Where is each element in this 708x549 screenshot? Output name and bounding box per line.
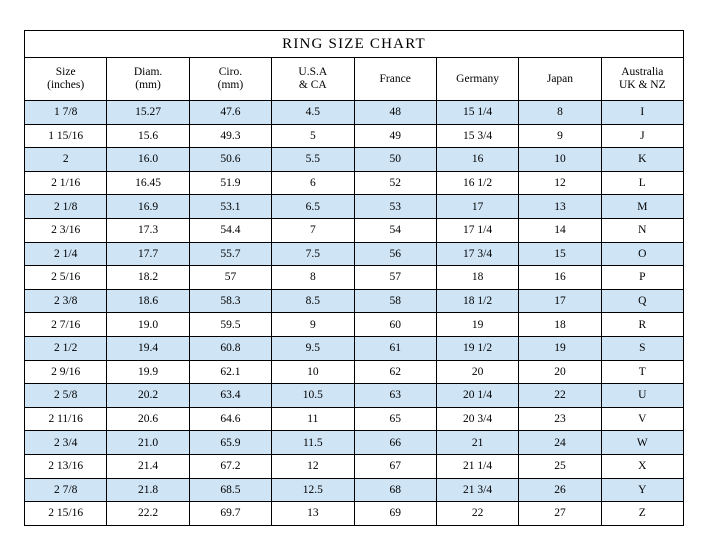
table-cell: 2 1/2 xyxy=(25,336,107,360)
table-cell: 6.5 xyxy=(272,195,354,219)
table-row xyxy=(25,148,684,172)
table-cell: X xyxy=(601,454,683,478)
column-header-line: U.S.A xyxy=(298,66,328,78)
table-cell: 50.6 xyxy=(189,148,271,172)
column-header xyxy=(107,58,189,101)
table-cell: 20 xyxy=(436,360,518,384)
table-cell: 18.6 xyxy=(107,289,189,313)
table-cell: 19.4 xyxy=(107,336,189,360)
column-header xyxy=(25,58,107,101)
table-cell: S xyxy=(601,336,683,360)
table-header-row xyxy=(25,58,684,101)
table-cell: R xyxy=(601,313,683,337)
table-row xyxy=(25,431,684,455)
table-cell: 16 xyxy=(519,266,601,290)
table-cell: 57 xyxy=(189,266,271,290)
table-cell: 21.8 xyxy=(107,478,189,502)
table-cell: 61 xyxy=(354,336,436,360)
table-cell: 54.4 xyxy=(189,218,271,242)
table-cell: 22 xyxy=(436,502,518,526)
table-cell: 69 xyxy=(354,502,436,526)
table-cell: 19 xyxy=(436,313,518,337)
table-row xyxy=(25,407,684,431)
table-cell: 17 3/4 xyxy=(436,242,518,266)
table-cell: 59.5 xyxy=(189,313,271,337)
column-header-line: Size xyxy=(55,66,76,78)
table-cell: 13 xyxy=(272,502,354,526)
table-cell: 22 xyxy=(519,384,601,408)
column-header xyxy=(519,58,601,101)
table-row xyxy=(25,360,684,384)
table-row xyxy=(25,478,684,502)
table-cell: 26 xyxy=(519,478,601,502)
table-cell: 21 3/4 xyxy=(436,478,518,502)
table-cell: 18.2 xyxy=(107,266,189,290)
table-cell: 51.9 xyxy=(189,171,271,195)
table-row xyxy=(25,313,684,337)
column-header xyxy=(436,58,518,101)
table-cell: 18 1/2 xyxy=(436,289,518,313)
table-title-row xyxy=(25,31,684,58)
table-cell: 21.4 xyxy=(107,454,189,478)
table-cell: 11.5 xyxy=(272,431,354,455)
table-cell: L xyxy=(601,171,683,195)
table-cell: 69.7 xyxy=(189,502,271,526)
table-cell: 7.5 xyxy=(272,242,354,266)
table-row xyxy=(25,289,684,313)
table-cell: U xyxy=(601,384,683,408)
table-cell: 18 xyxy=(519,313,601,337)
table-cell: 9.5 xyxy=(272,336,354,360)
table-cell: O xyxy=(601,242,683,266)
table-row xyxy=(25,218,684,242)
table-cell: 19 1/2 xyxy=(436,336,518,360)
table-cell: 2 7/16 xyxy=(25,313,107,337)
table-cell: 12 xyxy=(272,454,354,478)
table-cell: 17 1/4 xyxy=(436,218,518,242)
column-header-line: Japan xyxy=(546,72,574,85)
table-cell: 16.9 xyxy=(107,195,189,219)
table-cell: J xyxy=(601,124,683,148)
table-cell: 52 xyxy=(354,171,436,195)
table-cell: 2 11/16 xyxy=(25,407,107,431)
table-cell: 15 xyxy=(519,242,601,266)
table-cell: 60 xyxy=(354,313,436,337)
table-cell: 13 xyxy=(519,195,601,219)
table-cell: W xyxy=(601,431,683,455)
column-header-line: (inches) xyxy=(47,79,85,91)
table-cell: 10 xyxy=(519,148,601,172)
table-cell: T xyxy=(601,360,683,384)
table-cell: 55.7 xyxy=(189,242,271,266)
table-cell: 19.0 xyxy=(107,313,189,337)
table-cell: 5 xyxy=(272,124,354,148)
table-cell: 66 xyxy=(354,431,436,455)
table-cell: 47.6 xyxy=(189,101,271,125)
table-row xyxy=(25,266,684,290)
table-cell: 5.5 xyxy=(272,148,354,172)
table-cell: Q xyxy=(601,289,683,313)
table-cell: 27 xyxy=(519,502,601,526)
table-cell: 1 7/8 xyxy=(25,101,107,125)
table-cell: 57 xyxy=(354,266,436,290)
table-cell: 68.5 xyxy=(189,478,271,502)
column-header-line: Australia xyxy=(621,66,664,78)
table-cell: 49.3 xyxy=(189,124,271,148)
table-cell: 17 xyxy=(436,195,518,219)
table-cell: 2 15/16 xyxy=(25,502,107,526)
column-header-line: & CA xyxy=(298,79,327,91)
table-cell: 64.6 xyxy=(189,407,271,431)
table-cell: P xyxy=(601,266,683,290)
table-cell: 2 3/16 xyxy=(25,218,107,242)
table-cell: 4.5 xyxy=(272,101,354,125)
table-cell: 25 xyxy=(519,454,601,478)
table-cell: 9 xyxy=(519,124,601,148)
table-cell: 8 xyxy=(519,101,601,125)
table-cell: 22.2 xyxy=(107,502,189,526)
table-cell: 1 15/16 xyxy=(25,124,107,148)
column-header xyxy=(354,58,436,101)
table-cell: 56 xyxy=(354,242,436,266)
table-cell: 65 xyxy=(354,407,436,431)
table-cell: 2 13/16 xyxy=(25,454,107,478)
column-header-line: UK & NZ xyxy=(618,79,666,91)
column-header xyxy=(601,58,683,101)
table-cell: 7 xyxy=(272,218,354,242)
table-cell: 2 3/8 xyxy=(25,289,107,313)
column-header-line: Ciro. xyxy=(218,66,243,78)
table-cell: 63 xyxy=(354,384,436,408)
table-cell: 19 xyxy=(519,336,601,360)
table-cell: 68 xyxy=(354,478,436,502)
table-cell: 58 xyxy=(354,289,436,313)
table-cell: 17.3 xyxy=(107,218,189,242)
table-cell: 20 1/4 xyxy=(436,384,518,408)
table-cell: 2 1/16 xyxy=(25,171,107,195)
table-row xyxy=(25,336,684,360)
table-cell: 15.6 xyxy=(107,124,189,148)
table-cell: 16.0 xyxy=(107,148,189,172)
column-header-line: Diam. xyxy=(133,66,163,78)
table-cell: 21.0 xyxy=(107,431,189,455)
table-cell: M xyxy=(601,195,683,219)
table-cell: 19.9 xyxy=(107,360,189,384)
table-cell: 58.3 xyxy=(189,289,271,313)
table-cell: 2 1/4 xyxy=(25,242,107,266)
table-cell: 16.45 xyxy=(107,171,189,195)
table-cell: 12 xyxy=(519,171,601,195)
ring-size-chart xyxy=(24,30,684,526)
table-cell: 20 3/4 xyxy=(436,407,518,431)
table-cell: 63.4 xyxy=(189,384,271,408)
table-cell: 20.6 xyxy=(107,407,189,431)
table-cell: 9 xyxy=(272,313,354,337)
table-cell: 21 xyxy=(436,431,518,455)
table-cell: 2 9/16 xyxy=(25,360,107,384)
table-cell: V xyxy=(601,407,683,431)
table-cell: 62.1 xyxy=(189,360,271,384)
table-row xyxy=(25,171,684,195)
column-header-line: France xyxy=(379,72,411,85)
table-row xyxy=(25,124,684,148)
table-cell: 65.9 xyxy=(189,431,271,455)
table-row xyxy=(25,101,684,125)
table-cell: 21 1/4 xyxy=(436,454,518,478)
table-cell: 15 3/4 xyxy=(436,124,518,148)
column-header xyxy=(189,58,271,101)
table-row xyxy=(25,454,684,478)
table-cell: 11 xyxy=(272,407,354,431)
table-cell: 18 xyxy=(436,266,518,290)
column-header-line: (mm) xyxy=(135,79,161,91)
table-cell: 8.5 xyxy=(272,289,354,313)
table-cell: 17.7 xyxy=(107,242,189,266)
table-cell: K xyxy=(601,148,683,172)
table-cell: 10.5 xyxy=(272,384,354,408)
table-cell: 49 xyxy=(354,124,436,148)
table-cell: 2 3/4 xyxy=(25,431,107,455)
table-cell: 2 7/8 xyxy=(25,478,107,502)
table-cell: 53 xyxy=(354,195,436,219)
table-cell: Y xyxy=(601,478,683,502)
table-cell: 16 1/2 xyxy=(436,171,518,195)
table-cell: 8 xyxy=(272,266,354,290)
table-cell: 20 xyxy=(519,360,601,384)
table-cell: 62 xyxy=(354,360,436,384)
table-cell: 53.1 xyxy=(189,195,271,219)
table-row xyxy=(25,242,684,266)
table-cell: 6 xyxy=(272,171,354,195)
table-cell: 48 xyxy=(354,101,436,125)
table-cell: 15 1/4 xyxy=(436,101,518,125)
table-cell: 10 xyxy=(272,360,354,384)
table-row xyxy=(25,502,684,526)
table-cell: Z xyxy=(601,502,683,526)
table-cell: N xyxy=(601,218,683,242)
ring-size-table xyxy=(24,30,684,526)
table-cell: 14 xyxy=(519,218,601,242)
table-cell: 2 1/8 xyxy=(25,195,107,219)
table-cell: 16 xyxy=(436,148,518,172)
table-row xyxy=(25,384,684,408)
table-row xyxy=(25,195,684,219)
table-cell: 17 xyxy=(519,289,601,313)
column-header-line: Germany xyxy=(456,72,499,85)
table-cell: 2 5/8 xyxy=(25,384,107,408)
table-cell: 20.2 xyxy=(107,384,189,408)
table-cell: 23 xyxy=(519,407,601,431)
table-cell: 12.5 xyxy=(272,478,354,502)
table-cell: 60.8 xyxy=(189,336,271,360)
table-cell: 2 5/16 xyxy=(25,266,107,290)
table-cell: 67.2 xyxy=(189,454,271,478)
table-cell: 50 xyxy=(354,148,436,172)
column-header xyxy=(272,58,354,101)
table-cell: 24 xyxy=(519,431,601,455)
table-cell: 2 xyxy=(25,148,107,172)
page-title: RING SIZE CHART xyxy=(25,31,684,58)
table-cell: 67 xyxy=(354,454,436,478)
table-cell: I xyxy=(601,101,683,125)
column-header-line: (mm) xyxy=(217,79,244,91)
table-cell: 15.27 xyxy=(107,101,189,125)
table-cell: 54 xyxy=(354,218,436,242)
